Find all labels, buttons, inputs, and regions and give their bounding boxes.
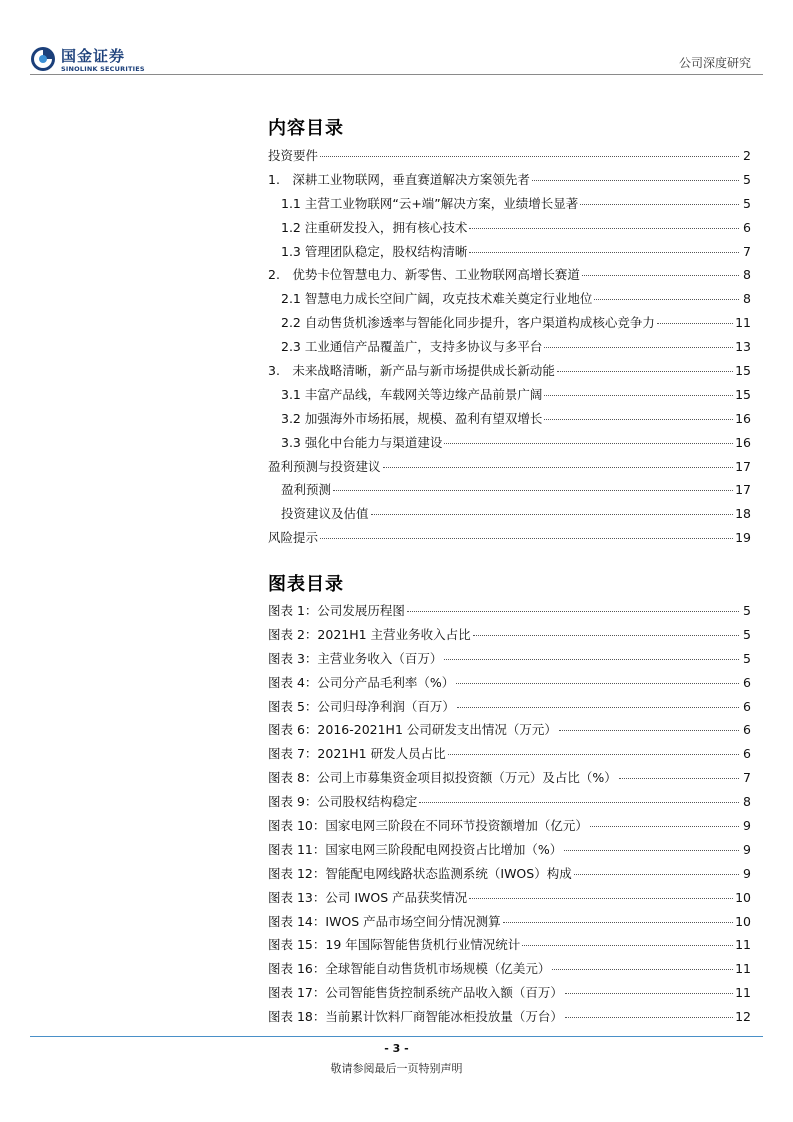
dot-leader [503, 908, 733, 923]
dot-leader [590, 812, 739, 827]
toc-entry-page: 5 [743, 171, 751, 187]
figure-entry-text: 图表 8：公司上市募集资金项目拟投资额（万元）及占比（%） [268, 770, 617, 786]
figure-entry-page: 7 [743, 770, 751, 786]
toc-entry-page: 19 [735, 530, 751, 546]
dot-leader [594, 285, 739, 300]
logo-english-name: SINOLINK SECURITIES [61, 65, 145, 73]
dot-leader [565, 979, 733, 994]
toc-entry-page: 6 [743, 219, 751, 235]
dot-leader [469, 238, 739, 253]
toc-entry-page: 5 [743, 195, 751, 211]
toc-entry-text: 投资要件 [268, 148, 319, 163]
dot-leader [456, 669, 739, 684]
toc-entry-page: 16 [735, 434, 751, 450]
toc-entry-page: 16 [735, 410, 751, 426]
dot-leader [564, 836, 739, 851]
figure-entry-text: 图表 4：公司分产品毛利率（%） [268, 674, 455, 690]
figure-entry-page: 6 [743, 746, 751, 762]
figure-entry-text: 图表 7：2021H1 研发人员占比 [268, 746, 446, 762]
header-divider [30, 74, 763, 75]
toc-entry-text: 2.2 自动售货机渗透率与智能化同步提升，客户渠道构成核心竞争力 [281, 315, 655, 331]
toc-entry-page: 15 [735, 386, 751, 402]
figure-entry-page: 5 [743, 626, 751, 642]
dot-leader [557, 357, 733, 372]
toc-entry-page: 7 [743, 243, 751, 259]
footer-divider [30, 1036, 763, 1037]
contents-list [268, 145, 751, 551]
figure-entry-page: 9 [743, 841, 751, 857]
figure-entry-page: 5 [743, 603, 751, 618]
figure-entry-page: 11 [735, 985, 751, 1001]
toc-entry-text: 2.1 智慧电力成长空间广阔，攻克技术难关奠定行业地位 [281, 291, 593, 307]
toc-entry-text: 3.2 加强海外市场拓展，规模、盈利有望双增长 [281, 410, 543, 426]
toc-entry-text: 1. 深耕工业物联网，垂直赛道解决方案领先者 [268, 171, 530, 187]
figure-entry-text: 图表 2：2021H1 主营业务收入占比 [268, 626, 471, 642]
toc-entry-text: 盈利预测 [281, 482, 332, 498]
dot-leader [580, 190, 739, 205]
figure-entry-text: 图表 16：全球智能自动售货机市场规模（亿美元） [268, 961, 551, 977]
toc-title: 内容目录 [268, 118, 344, 139]
dot-leader [544, 381, 733, 396]
figure-entry-text: 图表 6：2016-2021H1 公司研发支出情况（万元） [268, 722, 557, 738]
dot-leader [582, 261, 739, 276]
company-logo [30, 44, 160, 76]
dot-leader [333, 476, 733, 491]
report-type: 公司深度研究 [678, 56, 751, 70]
figure-entry-text: 图表 1：公司发展历程图 [268, 603, 405, 618]
toc-entry-text: 2.3 工业通信产品覆盖广，支持多协议与多平台 [281, 339, 543, 355]
toc-entry-text: 2. 优势卡位智慧电力、新零售、工业物联网高增长赛道 [268, 267, 580, 283]
figure-entry-text: 图表 9：公司股权结构稳定 [268, 794, 418, 810]
toc-entry[interactable] [268, 527, 751, 551]
dot-leader [444, 645, 739, 660]
figure-entry-text: 图表 5：公司归母净利润（百万） [268, 698, 455, 714]
figure-entry-page: 6 [743, 698, 751, 714]
disclaimer-note: 敬请参阅最后一页特别声明 [330, 1062, 463, 1075]
figure-entry-page: 9 [743, 818, 751, 834]
dot-leader [574, 860, 739, 875]
figure-entry-page: 12 [735, 1009, 751, 1025]
figure-entry-text: 图表 14：IWOS 产品市场空间分情况测算 [268, 913, 501, 929]
figure-entry-text: 图表 3：主营业务收入（百万） [268, 650, 443, 666]
dot-leader [320, 524, 733, 539]
figure-entry-text: 图表 15：19 年国际智能售货机行业情况统计 [268, 937, 521, 953]
figure-entry-page: 10 [735, 889, 751, 905]
toc-entry-page: 17 [735, 458, 751, 474]
toc-entry-page: 2 [743, 148, 751, 163]
figure-entry-text: 图表 12：智能配电网线路状态监测系统（IWOS）构成 [268, 865, 572, 881]
figure-entry-page: 11 [735, 937, 751, 953]
toc-entry-page: 13 [735, 339, 751, 355]
dot-leader [419, 788, 739, 803]
dot-leader [448, 740, 739, 755]
dot-leader [407, 597, 739, 612]
dot-leader [619, 764, 739, 779]
dot-leader [559, 716, 739, 731]
figures-toc-title: 图表目录 [268, 574, 344, 595]
dot-leader [469, 214, 739, 229]
dot-leader [552, 955, 733, 970]
dot-leader [457, 693, 739, 708]
toc-entry-page: 15 [735, 363, 751, 379]
figure-entry-page: 5 [743, 650, 751, 666]
figure-entry-page: 6 [743, 674, 751, 690]
dot-leader [657, 309, 733, 324]
dot-leader [371, 500, 734, 515]
figures-list [268, 600, 751, 1030]
figure-entry-text: 图表 13：公司 IWOS 产品获奖情况 [268, 889, 468, 905]
dot-leader [522, 931, 733, 946]
toc-entry-page: 18 [735, 506, 751, 522]
logo-chinese-name: 国金证券 [61, 47, 126, 65]
toc-entry-page: 11 [735, 315, 751, 331]
dot-leader [383, 453, 734, 468]
page-header [0, 0, 793, 80]
toc-entry-text: 1.1 主营工业物联网“云+端”解决方案，业绩增长显著 [281, 195, 579, 211]
dot-leader [320, 142, 739, 157]
figure-entry-page: 10 [735, 913, 751, 929]
page-number: - 3 - [384, 1042, 409, 1055]
toc-entry-text: 3.3 强化中台能力与渠道建设 [281, 434, 443, 450]
figure-entry-text: 图表 10：国家电网三阶段在不同环节投资额增加（亿元） [268, 818, 588, 834]
dot-leader [565, 1003, 733, 1018]
figure-entry-page: 9 [743, 865, 751, 881]
dot-leader [544, 405, 733, 420]
figure-entry-text: 图表 11：国家电网三阶段配电网投资占比增加（%） [268, 841, 563, 857]
toc-entry-page: 8 [743, 291, 751, 307]
toc-entry-text: 盈利预测与投资建议 [268, 458, 381, 474]
dot-leader [469, 884, 733, 899]
toc-entry-text: 投资建议及估值 [281, 506, 369, 522]
figure-entry-page: 11 [735, 961, 751, 977]
toc-entry-text: 风险提示 [268, 530, 319, 546]
toc-entry-text: 3.1 丰富产品线，车载网关等边缘产品前景广阔 [281, 386, 543, 402]
figure-entry-text: 图表 17：公司智能售货控制系统产品收入额（百万） [268, 985, 563, 1001]
dot-leader [532, 166, 739, 181]
figure-entry-page: 6 [743, 722, 751, 738]
toc-entry-page: 8 [743, 267, 751, 283]
figure-entry-page: 8 [743, 794, 751, 810]
dot-leader [544, 333, 733, 348]
figure-entry-text: 图表 18：当前累计饮料厂商智能冰柜投放量（万台） [268, 1009, 563, 1025]
toc-entry-text: 1.3 管理团队稳定，股权结构清晰 [281, 243, 468, 259]
figure-entry[interactable] [268, 1006, 751, 1030]
toc-entry-text: 1.2 注重研发投入，拥有核心技术 [281, 219, 468, 235]
dot-leader [444, 429, 733, 444]
toc-entry-text: 3. 未来战略清晰，新产品与新市场提供成长新动能 [268, 363, 555, 379]
toc-entry-page: 17 [735, 482, 751, 498]
dot-leader [473, 621, 739, 636]
sinolink-logo-icon [30, 46, 56, 72]
